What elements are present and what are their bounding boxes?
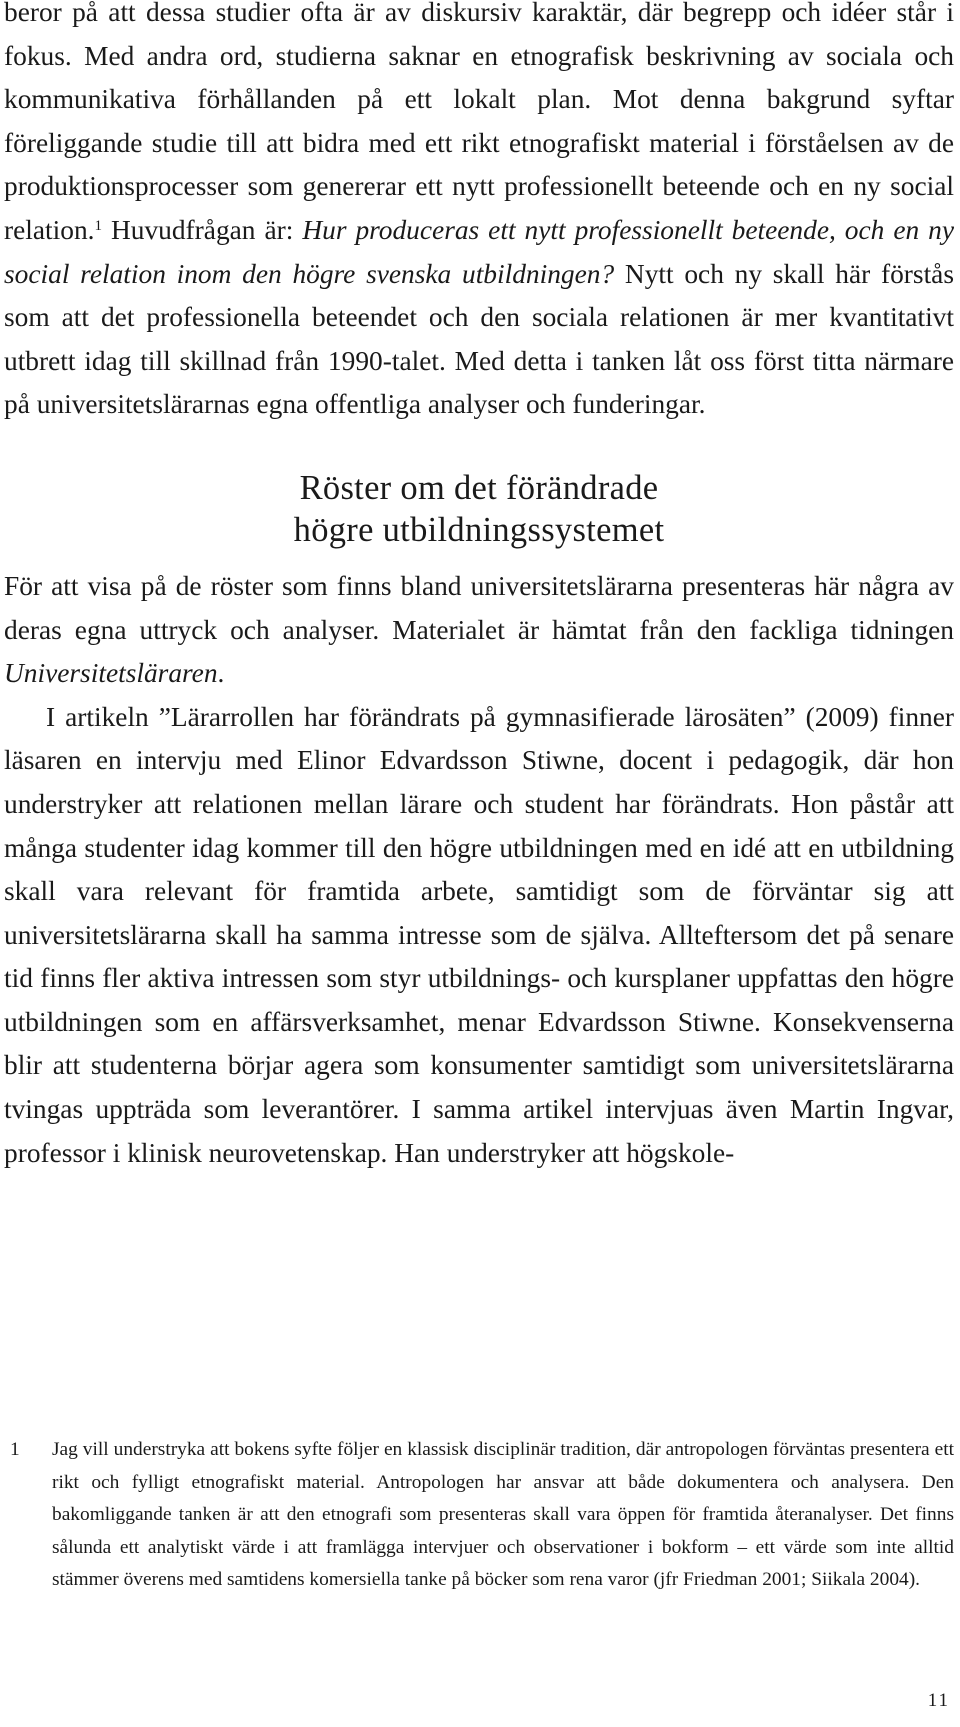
paragraph-voices-end: . (217, 658, 225, 689)
page-body (4, 0, 954, 1175)
footnote-text: Jag vill understryka att bokens syfte följer en klassisk disciplinär tradition, där antropologen förväntas presentera ett rikt och fylligt etnografiskt material. Antropologen har ansvar att både dokumentera och analysera. Den bakomliggande tanken är att den etnografi som presenteras skall vara öppen för framtida återanalyser. Det finns sålunda ett analytiskt värde i att framlägga intervjuer och observationer i bokform – ett värde som inte alltid stämmer överens med samtidens komersiella tanke på böcker som rena varor (jfr Friedman 2001; Siikala 2004). (52, 1439, 954, 1591)
research-question: Hur produceras ett nytt professionellt beteende, och en ny social relation inom den högre svenska utbildningen? (4, 214, 954, 289)
footnote-number: 1 (10, 1439, 20, 1460)
footnotes (4, 1434, 954, 1597)
paragraph-intro-text: beror på att dessa studier ofta är av diskursiv karaktär, där begrepp och idéer står i fokus. Med andra ord, studierna saknar en etnografisk beskrivning av sociala och kommunikativa förhållanden på ett lokalt plan. Mot denna bakgrund syftar föreliggande studie till att bidra med ett rikt etnografiskt material i förståelsen av de produktionsprocesser som genererar ett nytt professionellt beteende och en ny social relation. (4, 0, 954, 245)
paragraph-intro-continuation: Nytt och ny skall här förstås som att det professionella beteendet och den sociala relationen är mer kvantitativt utbrett idag till skillnad från 1990-talet. Med detta i tanken låt oss först titta närmare på universitetslärarnas egna offentliga analyser och funderingar. (4, 258, 954, 420)
paragraph-article: I artikeln ”Lärarrollen har förändrats på gymnasifierade lärosäten” (2009) finner läsaren en intervju med Elinor Edvardsson Stiwne, docent i pedagogik, där hon understryker att relationen mellan lärare och student har förändrats. Hon påstår att många studenter idag kommer till den högre utbildningen med en idé att en utbildning skall vara relevant för framtida arbete, samtidigt som de förväntar sig att universitetslärarna skall ha samma intresse som de själva. Allteftersom det på senare tid finns fler aktiva intressen som styr utbildnings- och kursplaner uppfattas den högre utbildningen som en affärsverksamhet, menar Edvardsson Stiwne. Konsekvenserna blir att studenterna börjar agera som konsumenter samtidigt som universitetslärarna tvingas uppträda som leverantörer. I samma artikel intervjuas även Martin Ingvar, professor i klinisk neurovetenskap. Han understryker att högskole- (4, 701, 954, 1168)
footnote-item (4, 1434, 954, 1597)
paragraph-intro-lead-in: Huvudfrågan är: (102, 214, 303, 245)
footnote-reference[interactable]: 1 (94, 217, 103, 234)
paragraph-voices-text: För att visa på de röster som finns bland universitetslärarna presenteras här några av deras egna uttryck och analyser. Materialet är hämtat från den fackliga tidningen (4, 570, 954, 645)
publication-title: Universitetsläraren (4, 658, 218, 689)
paragraph-intro (4, 0, 954, 427)
section-heading (4, 467, 954, 551)
page-number: 11 (927, 1690, 950, 1711)
section-heading-line-1: Röster om det förändrade (299, 468, 659, 507)
section-heading-line-2: högre utbildningssystemet (293, 510, 665, 549)
paragraph-voices (4, 565, 954, 696)
